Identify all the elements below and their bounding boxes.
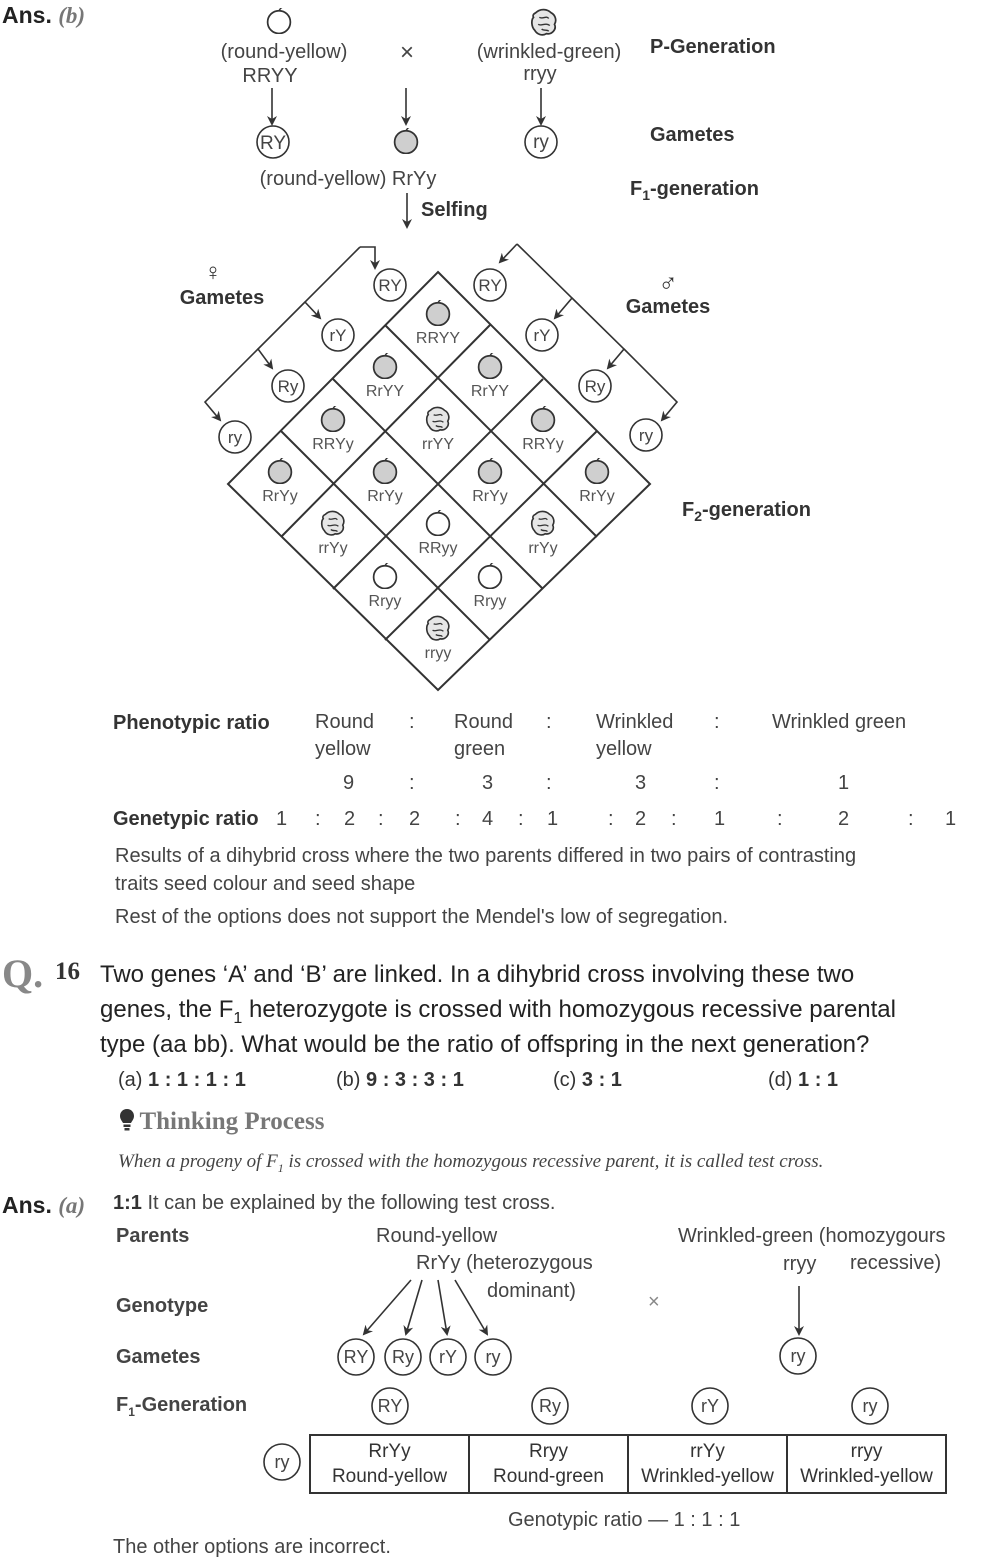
- punnett-cell-genotype: rrYY: [422, 436, 454, 453]
- ratio-colon: :: [777, 808, 783, 830]
- dihybrid-cross-diagram: [0, 0, 999, 700]
- parent2-phenotype: (wrinkled-green): [476, 41, 622, 63]
- testcross-parent2-phenotype: Wrinkled-green (homozygours: [678, 1225, 946, 1247]
- testcross-cell-3: rrYy Wrinkled-yellow: [628, 1435, 787, 1493]
- phenotype-class-1-line1: Round: [315, 711, 374, 733]
- ratio-colon: :: [714, 711, 720, 733]
- selfing-label: Selfing: [421, 199, 488, 221]
- testcross-f1-gamete: rY: [701, 1396, 719, 1416]
- round-seed-icon: [532, 405, 555, 432]
- phenotype-class-2-line1: Round: [454, 711, 513, 733]
- ratio-colon: :: [518, 808, 524, 830]
- p-generation-label: P-Generation: [650, 36, 776, 58]
- testcross-f1-gamete: Ry: [539, 1396, 561, 1416]
- question-line-1: Two genes ‘A’ and ‘B’ are linked. In a dihybrid cross involving these two: [100, 961, 855, 988]
- wrinkled-seed-icon: [322, 511, 344, 534]
- testcross-f1-gametes: [372, 1388, 888, 1424]
- gametes-label: Gametes: [650, 124, 735, 146]
- genotypic-value: 1: [714, 808, 726, 830]
- ratio-colon: :: [714, 772, 720, 794]
- phenotype-class-4-line1: Wrinkled green: [772, 711, 907, 733]
- punnett-cell-genotype: rrYy: [318, 540, 348, 557]
- thinking-process-text: When a progeny of $F_1$ is crossed with the homozygous recessive parent, it is called test cross.: [118, 1151, 824, 1175]
- ratio-colon: :: [671, 808, 677, 830]
- testcross-result-table: [309, 1434, 947, 1494]
- question-number: 16: [55, 958, 80, 985]
- punnett-cell-genotype: RrYY: [365, 383, 405, 400]
- punnett-cell-genotype: Rryy: [368, 593, 402, 610]
- genotypic-value: 2: [409, 808, 421, 830]
- female-gamete-2: rY: [329, 326, 347, 345]
- thinking-process-heading: Thinking Process: [119, 1108, 324, 1136]
- test-gametes-label: Gametes: [116, 1346, 201, 1368]
- test-f1-label: $F_1$-Generation: [116, 1394, 248, 1419]
- round-seed-icon: [427, 299, 450, 326]
- phenotype-count-3: 3: [635, 772, 647, 794]
- explanation-line-2: traits seed colour and seed shape: [115, 873, 416, 895]
- phenotypic-ratio-label: Phenotypic ratio: [113, 712, 270, 734]
- male-gamete-1: RY: [478, 276, 502, 295]
- option-a: (a) 1 : 1 : 1 : 1: [118, 1069, 246, 1091]
- punnett-cell-genotype: RrYy: [262, 488, 298, 505]
- f1-seed-icon: [395, 127, 418, 154]
- male-gamete-2: rY: [533, 326, 551, 345]
- female-symbol-icon: ♀: [204, 259, 222, 286]
- gamete-p1: RY: [259, 133, 287, 154]
- wrinkled-green-seed-icon: [532, 10, 556, 35]
- phenotype-class-3-line1: Wrinkled: [596, 711, 674, 733]
- wrinkled-seed-icon: [532, 511, 554, 534]
- testcross-gamete: Ry: [392, 1347, 414, 1367]
- testcross-cell-1: RrYy Round-yellow: [310, 1435, 469, 1493]
- punnett-cell-genotype: rryy: [424, 645, 452, 662]
- question-line-2: genes, the $F_1$ heterozygote is crossed with homozygous recessive parental: [100, 996, 896, 1027]
- testcross-cell-2: Rryy Round-green: [469, 1435, 628, 1493]
- question-marker: Q.: [2, 951, 44, 996]
- punnett-cell-genotype: RrYy: [472, 488, 508, 505]
- genotypic-ratio-label: Genetypic ratio: [113, 808, 259, 830]
- testcross-gamete: RY: [343, 1347, 369, 1367]
- testcross-gamete: ry: [485, 1347, 501, 1367]
- answer-label-1: Ans. (b): [2, 2, 86, 28]
- testcross-genotypic-ratio: Genotypic ratio — 1 : 1 : 1: [508, 1509, 741, 1531]
- genotypic-value: 1: [276, 808, 288, 830]
- round-seed-icon: [374, 352, 397, 379]
- punnett-cell-genotype: rrYy: [528, 540, 558, 557]
- option-b: (b) 9 : 3 : 3 : 1: [336, 1069, 464, 1091]
- wrinkled-seed-icon: [427, 616, 449, 639]
- answer-2-text: 1:1 It can be explained by the following test cross.: [113, 1192, 556, 1214]
- answer-label-2: Ans. (a): [2, 1192, 86, 1218]
- ratio-colon: :: [608, 808, 614, 830]
- genotypic-value: 2: [344, 808, 356, 830]
- round-seed-icon: [374, 457, 397, 484]
- ratio-colon: :: [546, 711, 552, 733]
- parent1-phenotype: (round-yellow): [220, 41, 348, 63]
- ratio-colon: :: [378, 808, 384, 830]
- option-d: (d) 1 : 1: [768, 1069, 839, 1091]
- f2-generation-label: $F_2$-generation: [682, 499, 811, 524]
- parents-label: Parents: [116, 1225, 190, 1247]
- punnett-cell-genotype: RrYy: [367, 488, 403, 505]
- punnett-cells: [262, 299, 615, 662]
- testcross-parent1-genotype-2: dominant): [487, 1280, 576, 1302]
- ratio-colon: :: [409, 711, 415, 733]
- punnett-cell-genotype: RRYy: [522, 436, 564, 453]
- genotypic-value: 1: [945, 808, 957, 830]
- testcross-f1-gamete: RY: [377, 1396, 403, 1416]
- testcross-parent1-genotype: RrYy (heterozygous: [416, 1252, 593, 1274]
- testcross-f1-gamete: ry: [862, 1396, 878, 1416]
- cross-symbol: ×: [399, 39, 415, 66]
- punnett-cell-genotype: RRYY: [415, 330, 461, 347]
- ratio-colon: :: [546, 772, 552, 794]
- ratio-colon: :: [908, 808, 914, 830]
- parent1-genotype: RRYY: [242, 65, 298, 87]
- testcross-cross-symbol: ×: [648, 1291, 660, 1313]
- footer-text: The other options are incorrect.: [113, 1536, 391, 1558]
- genotypic-value: 4: [482, 808, 494, 830]
- testcross-row-gamete: ry: [274, 1452, 290, 1472]
- male-gamete-4: ry: [638, 426, 654, 445]
- phenotype-class-2-line2: green: [454, 738, 506, 760]
- testcross-parent1-phenotype: Round-yellow: [376, 1225, 498, 1247]
- round-seed-icon: [479, 352, 502, 379]
- testcross-parent2-genotype-2: recessive): [850, 1252, 942, 1274]
- ratio-colon: :: [409, 772, 415, 794]
- male-symbol-icon: ♂: [658, 268, 678, 298]
- explanation-line-1: Results of a dihybrid cross where the two parents differed in two pairs of contrasting: [115, 845, 857, 867]
- round-yellow-seed-icon: [268, 7, 291, 34]
- phenotype-count-4: 1: [838, 772, 850, 794]
- ratio-colon: :: [455, 808, 461, 830]
- phenotype-class-3-line2: yellow: [596, 738, 652, 760]
- female-gametes-label: Gametes: [179, 287, 265, 309]
- punnett-cell-genotype: RrYY: [470, 383, 510, 400]
- punnett-cell-genotype: Rryy: [473, 593, 507, 610]
- female-gamete-3: Ry: [277, 377, 299, 396]
- f1-genotype-text: (round-yellow) RrYy: [259, 168, 437, 190]
- phenotype-count-2: 3: [482, 772, 494, 794]
- genotypic-value: 2: [635, 808, 647, 830]
- testcross-p2-gamete: ry: [790, 1346, 806, 1366]
- genotypic-value: 2: [838, 808, 850, 830]
- question-line-3: type (aa bb). What would be the ratio of offspring in the next generation?: [100, 1031, 870, 1058]
- wrinkled-seed-icon: [427, 407, 449, 430]
- round-seed-icon: [479, 457, 502, 484]
- round-seed-icon: [479, 562, 502, 589]
- option-c: (c) 3 : 1: [553, 1069, 622, 1091]
- testcross-cell-4: rryy Wrinkled-yellow: [787, 1435, 946, 1493]
- genotype-label: Genotype: [116, 1295, 209, 1317]
- round-seed-icon: [586, 457, 609, 484]
- male-gamete-3: Ry: [584, 377, 606, 396]
- round-seed-icon: [427, 509, 450, 536]
- punnett-cell-genotype: RRYy: [312, 436, 354, 453]
- female-gamete-4: ry: [227, 428, 243, 447]
- punnett-cell-genotype: RRyy: [418, 540, 458, 557]
- gamete-p2: ry: [533, 132, 549, 153]
- round-seed-icon: [322, 405, 345, 432]
- phenotype-class-1-line2: yellow: [315, 738, 371, 760]
- phenotype-count-1: 9: [343, 772, 355, 794]
- lightbulb-icon: [119, 1108, 135, 1132]
- f1-generation-label: $F_1$-generation: [630, 178, 759, 203]
- testcross-parent2-genotype: rryy: [783, 1253, 817, 1275]
- punnett-cell-genotype: RrYy: [579, 488, 615, 505]
- explanation-line-3: Rest of the options does not support the Mendel's low of segregation.: [115, 906, 729, 928]
- ratio-colon: :: [315, 808, 321, 830]
- round-seed-icon: [374, 562, 397, 589]
- testcross-gamete: rY: [439, 1347, 457, 1367]
- parent2-genotype: rryy: [523, 63, 557, 85]
- round-seed-icon: [269, 457, 292, 484]
- genotypic-value: 1: [547, 808, 559, 830]
- male-gametes-label: Gametes: [625, 296, 711, 318]
- female-gamete-1: RY: [378, 276, 402, 295]
- testcross-p1-gametes: [338, 1339, 511, 1375]
